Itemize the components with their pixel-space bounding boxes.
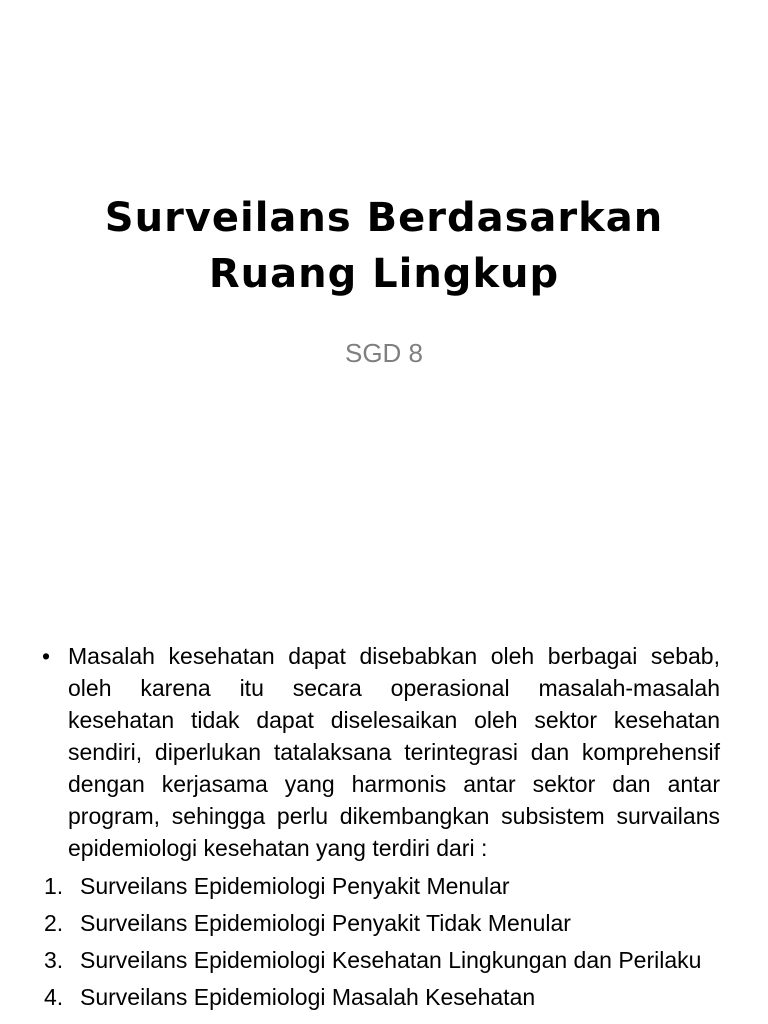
slide-title-line-2: Ruang Lingkup	[208, 251, 560, 297]
list-item	[44, 944, 724, 976]
list-item-number: 2.	[44, 910, 64, 936]
bullet-marker: •	[42, 643, 51, 669]
list-item	[44, 981, 724, 1013]
slide-subtitle: SGD 8	[344, 338, 424, 368]
list-item	[44, 870, 724, 902]
list-item-number: 1.	[44, 873, 64, 899]
slide-title	[60, 190, 708, 302]
bullet-paragraph: Masalah kesehatan dapat disebabkan oleh berbagai sebab, oleh karena itu secara operasional masalah-masalah kesehatan tidak dapat diselesaikan oleh sektor kesehatan sendiri, diperlukan tatalaksana terintegrasi dan komprehensif dengan kerjasama yang harmonis antar sektor dan antar program, sehingga perlu dikembangkan subsistem survailans epidemiologi kesehatan yang terdiri dari :	[68, 643, 720, 861]
content-slide	[0, 576, 768, 1024]
list-item-number: 3.	[44, 947, 64, 973]
list-item	[44, 907, 724, 939]
list-item-text: Surveilans Epidemiologi Penyakit Menular	[80, 873, 510, 899]
list-item-text: Surveilans Epidemiologi Penyakit Tidak Menular	[80, 910, 571, 936]
list-item-text: Surveilans Epidemiologi Kesehatan Lingkungan dan Perilaku	[80, 947, 702, 973]
list-item-number: 4.	[44, 984, 64, 1010]
list-item-text: Surveilans Epidemiologi Masalah Kesehatan	[80, 984, 536, 1010]
slide-title-line-1: Surveilans Berdasarkan	[104, 195, 664, 241]
numbered-list	[44, 870, 724, 1018]
